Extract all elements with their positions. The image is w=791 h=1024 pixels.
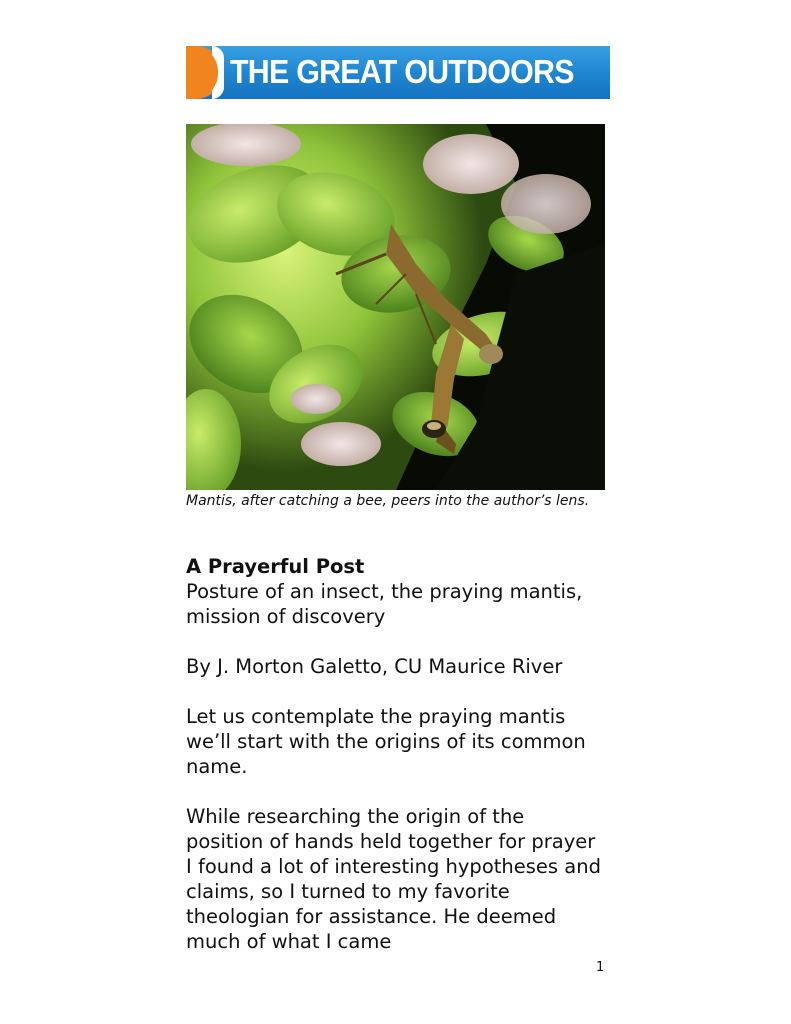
masthead-title: THE GREAT OUTDOORS — [230, 53, 574, 90]
article-paragraph: While researching the origin of the position of hands held together for prayer I found a lot of interesting hypotheses and claims, so I turned to my favorite theologian for assistance. He deemed much of what I came — [186, 805, 601, 953]
article-paragraph: Let us contemplate the praying mantis we’ll start with the origins of its common name. — [186, 705, 586, 778]
photo-caption: Mantis, after catching a bee, peers into the author’s lens. — [186, 493, 590, 509]
article-byline: By J. Morton Galetto, CU Maurice River — [186, 655, 563, 678]
mantis-photo — [186, 124, 605, 490]
page-number: 1 — [596, 960, 605, 975]
article-heading: A Prayerful Post — [186, 555, 365, 578]
article — [186, 554, 606, 954]
article-subheading: Posture of an insect, the praying mantis, mission of discovery — [186, 580, 583, 628]
masthead-banner — [186, 46, 610, 99]
